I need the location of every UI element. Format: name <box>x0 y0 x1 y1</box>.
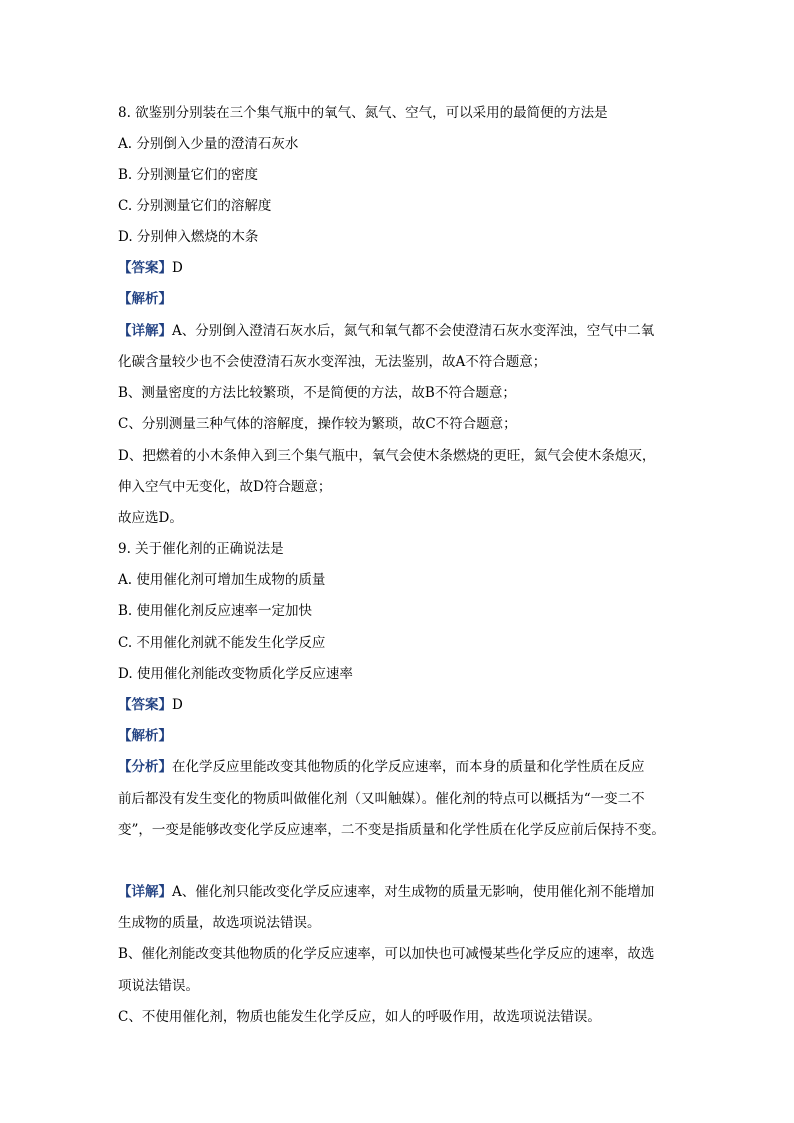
analysis-tag: 【解析】 <box>118 728 172 744</box>
q9-detail-line-3: B、催化剂能改变其他物质的化学反应速率，可以加快也可减慢某些化学反应的速率，故选 <box>118 946 655 962</box>
q8-detail-line-3: B、测量密度的方法比较繁琐，不是简便的方法，故B不符合题意； <box>118 385 516 401</box>
q9-fenxi-line-1 <box>118 759 645 775</box>
q8-analysis-heading <box>118 291 172 307</box>
detail-tag: 【详解】 <box>118 323 172 339</box>
q8-detail-line-2: 化碳含量较少也不会使澄清石灰水变浑浊，无法鉴别，故A不符合题意； <box>118 354 547 370</box>
detail-text: A、分别倒入澄清石灰水后，氮气和氧气都不会使澄清石灰水变浑浊，空气中二氧 <box>172 323 655 339</box>
answer-value: D <box>172 260 183 276</box>
answer-tag: 【答案】 <box>118 697 172 713</box>
fenxi-tag: 【分析】 <box>118 759 172 775</box>
q8-detail-line-1 <box>118 323 654 339</box>
detail-text: A、催化剂只能改变化学反应速率，对生成物的质量无影响，使用催化剂不能增加 <box>172 884 655 900</box>
q8-option-d: D. 分别伸入燃烧的木条 <box>118 229 259 245</box>
q8-stem: 8. 欲鉴别分别装在三个集气瓶中的氧气、氮气、空气，可以采用的最简便的方法是 <box>118 105 608 121</box>
q8-detail-line-4: C、分别测量三种气体的溶解度，操作较为繁琐，故C不符合题意； <box>118 416 517 432</box>
q9-option-c: C. 不用催化剂就不能发生化学反应 <box>118 635 326 651</box>
detail-tag: 【详解】 <box>118 884 172 900</box>
q8-detail-line-5: D、把燃着的小木条伸入到三个集气瓶中，氧气会使木条燃烧的更旺，氮气会使木条熄灭， <box>118 448 656 464</box>
q8-option-c: C. 分别测量它们的溶解度 <box>118 198 272 214</box>
q9-detail-line-5: C、不使用催化剂，物质也能发生化学反应，如人的呼吸作用，故选项说法错误。 <box>118 1009 601 1025</box>
q8-option-b: B. 分别测量它们的密度 <box>118 167 259 183</box>
q9-detail-line-2: 生成物的质量，故选项说法错误。 <box>118 915 321 931</box>
q8-detail-line-6: 伸入空气中无变化，故D符合题意； <box>118 479 332 495</box>
q9-stem: 9. 关于催化剂的正确说法是 <box>118 541 284 557</box>
q9-fenxi-line-2: 前后都没有发生变化的物质叫做催化剂（又叫触媒）。催化剂的特点可以概括为“一变二不 <box>118 791 645 807</box>
q9-answer <box>118 697 183 713</box>
q8-conclusion: 故应选D。 <box>118 510 183 526</box>
answer-tag: 【答案】 <box>118 260 172 276</box>
q8-answer <box>118 260 183 276</box>
q9-detail-line-1 <box>118 884 654 900</box>
q8-option-a: A. 分别倒入少量的澄清石灰水 <box>118 136 299 152</box>
q9-analysis-heading <box>118 728 172 744</box>
q9-option-d: D. 使用催化剂能改变物质化学反应速率 <box>118 666 353 682</box>
q9-option-b: B. 使用催化剂反应速率一定加快 <box>118 603 313 619</box>
answer-value: D <box>172 697 183 713</box>
analysis-tag: 【解析】 <box>118 291 172 307</box>
fenxi-text: 在化学反应里能改变其他物质的化学反应速率，而本身的质量和化学性质在反应 <box>172 759 645 775</box>
q9-fenxi-line-3: 变”，一变是能够改变化学反应速率，二不变是指质量和化学性质在化学反应前后保持不变。 <box>118 822 665 838</box>
q9-option-a: A. 使用催化剂可增加生成物的质量 <box>118 572 326 588</box>
q9-detail-line-4: 项说法错误。 <box>118 978 199 994</box>
